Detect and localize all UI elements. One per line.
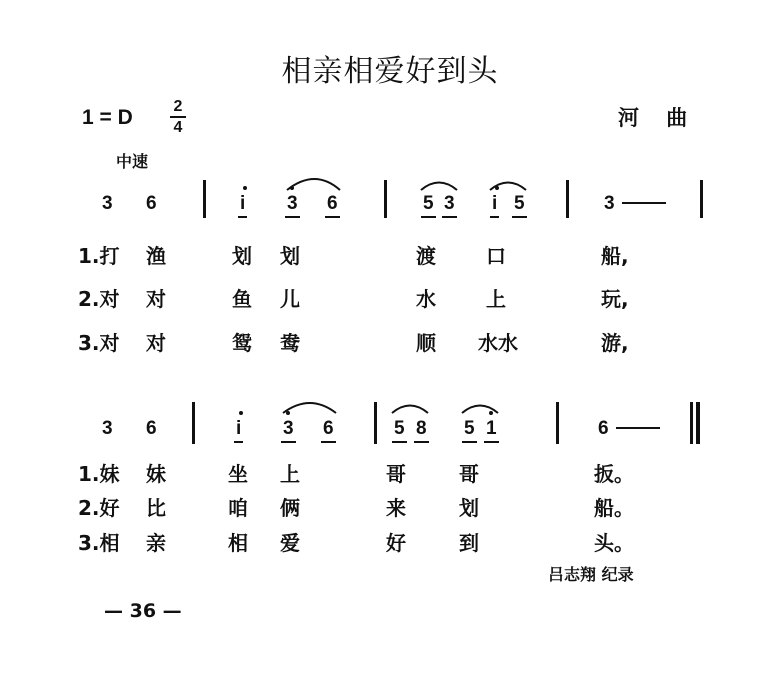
time-top: 2: [173, 98, 183, 115]
slur: [283, 403, 336, 413]
system1-note: i: [238, 193, 247, 218]
system1-note: 3: [285, 193, 300, 218]
system2-note: 3: [281, 418, 296, 443]
system1-note: 5: [421, 193, 436, 218]
system1-note: i: [490, 193, 499, 218]
system1-note: 3: [442, 193, 457, 218]
key-signature: 1 = D: [82, 106, 133, 129]
transcriber-credit: 吕志翔 纪录: [548, 565, 634, 584]
system2-note: 6: [146, 418, 157, 439]
score-title: 相亲相爱好到头: [281, 54, 499, 89]
system2-note: 3: [102, 418, 113, 439]
system1-note: 6: [325, 193, 340, 218]
slur: [392, 406, 428, 414]
system2-note: 6: [321, 418, 336, 443]
system2-note: 8: [414, 418, 429, 443]
system1-note: 6: [146, 193, 157, 214]
system2-note: 6: [598, 418, 609, 439]
system2-note: 5: [462, 418, 477, 443]
time-bottom: 4: [173, 119, 183, 136]
system2-note: 5: [392, 418, 407, 443]
song-origin: 河 曲: [618, 106, 698, 130]
tempo-marking: 中速: [116, 152, 149, 171]
system2-note: 1: [484, 418, 499, 443]
system1-note: 5: [512, 193, 527, 218]
slur: [490, 183, 526, 191]
slur: [287, 179, 340, 190]
system1-note: 3: [604, 193, 615, 214]
system2-note: i: [234, 418, 243, 443]
page-number: — 36 —: [104, 600, 182, 622]
system1-note: 3: [102, 193, 113, 214]
slur: [421, 183, 457, 191]
slur: [462, 406, 498, 414]
